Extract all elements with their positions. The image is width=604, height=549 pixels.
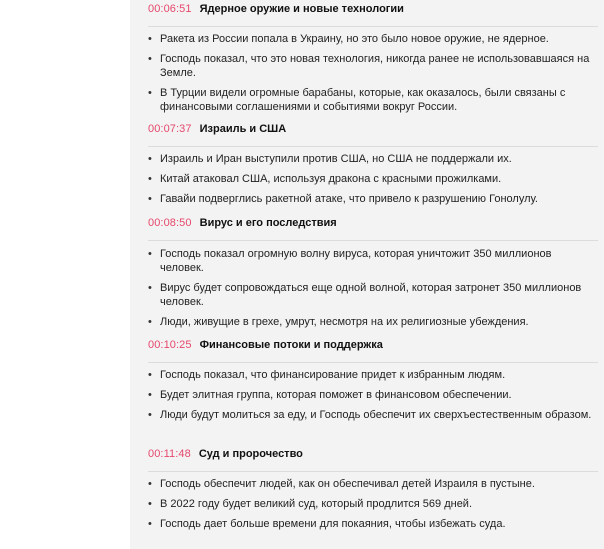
- section-header: [148, 217, 598, 237]
- bullet-item: • Люди, живущие в грехе, умрут, несмотря на их религиозные убеждения.: [148, 315, 598, 329]
- section-title: Вирус и его последствия: [199, 217, 337, 229]
- summary-section: [148, 339, 598, 422]
- section-divider: [148, 240, 598, 241]
- bullet-list: [148, 152, 598, 206]
- bullet-item: • Господь показал, что финансирование придет к избранным людям.: [148, 368, 598, 382]
- section-title: Финансовые потоки и поддержка: [199, 339, 383, 351]
- bullet-item: • Господь обеспечит людей, как он обеспечивал детей Израиля в пустыне.: [148, 477, 598, 491]
- bullet-item: • Гавайи подверглись ракетной атаке, что привело к разрушению Гонолулу.: [148, 192, 598, 206]
- section-title: Суд и пророчество: [198, 448, 303, 460]
- summary-section: [148, 123, 598, 206]
- summary-section: [148, 3, 598, 114]
- section-header: [148, 448, 598, 468]
- bullet-item: • В Турции видели огромные барабаны, которые, как оказалось, были связаны с финансовыми соглашениями и событиями вокруг России.: [148, 86, 598, 114]
- timestamp-link[interactable]: 00:10:25: [148, 339, 192, 351]
- bullet-item: • Ракета из России попала в Украину, но это было новое оружие, не ядерное.: [148, 32, 598, 46]
- bullet-item: • Будет элитная группа, которая поможет в финансовом обеспечении.: [148, 388, 598, 402]
- section-divider: [148, 26, 598, 27]
- timestamp-link[interactable]: 00:07:37: [148, 123, 192, 135]
- bullet-item: • В 2022 году будет великий суд, который продлится 569 дней.: [148, 497, 598, 511]
- section-divider: [148, 471, 598, 472]
- bullet-item: • Израиль и Иран выступили против США, но США не поддержали их.: [148, 152, 598, 166]
- bullet-list: [148, 247, 598, 329]
- bullet-item: • Господь показал огромную волну вируса, которая уничтожит 350 миллионов человек.: [148, 247, 598, 275]
- section-divider: [148, 362, 598, 363]
- summary-section: [148, 448, 598, 531]
- summary-section: [148, 217, 598, 329]
- bullet-item: • Господь показал, что это новая технология, никогда ранее не использовавшаяся на Земле.: [148, 52, 598, 80]
- timestamp-link[interactable]: 00:06:51: [148, 3, 192, 15]
- bullet-item: • Господь дает больше времени для покаяния, чтобы избежать суда.: [148, 517, 598, 531]
- section-header: [148, 3, 598, 23]
- timestamp-link[interactable]: 00:11:48: [148, 448, 191, 460]
- bullet-list: [148, 477, 598, 531]
- bullet-item: • Китай атаковал США, используя дракона с красными прожилками.: [148, 172, 598, 186]
- section-header: [148, 339, 598, 359]
- bullet-list: [148, 368, 598, 422]
- section-header: [148, 123, 598, 143]
- section-title: Ядерное оружие и новые технологии: [199, 3, 404, 15]
- bullet-item: • Люди будут молиться за еду, и Господь обеспечит их сверхъестественным образом.: [148, 408, 598, 422]
- bullet-item: • Вирус будет сопровождаться еще одной волной, которая затронет 350 миллионов человек.: [148, 281, 598, 309]
- section-divider: [148, 146, 598, 147]
- section-title: Израиль и США: [199, 123, 287, 135]
- timestamp-link[interactable]: 00:08:50: [148, 217, 192, 229]
- bullet-list: [148, 32, 598, 114]
